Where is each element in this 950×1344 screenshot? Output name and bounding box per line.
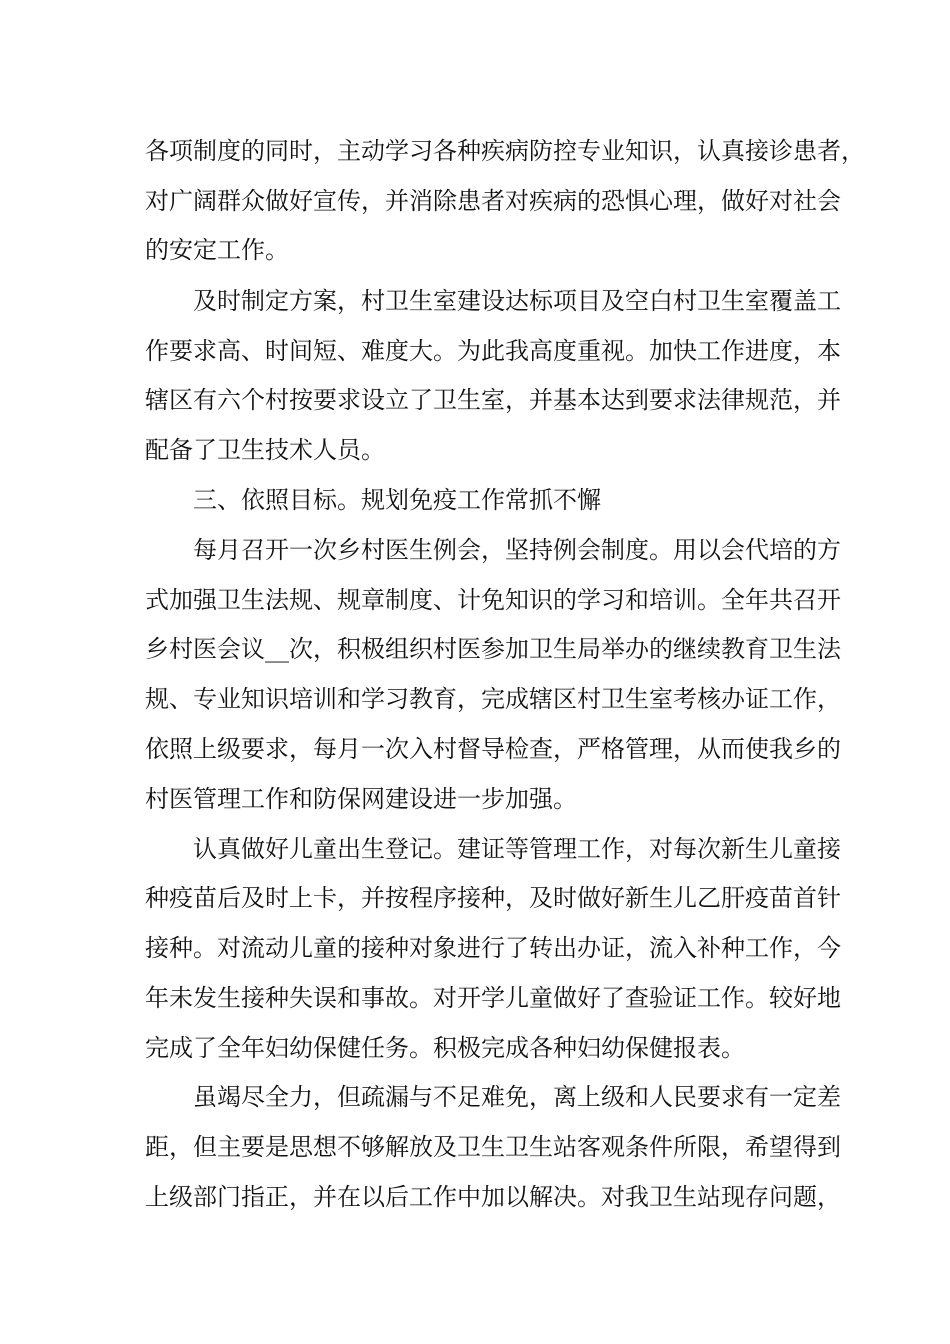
text-line: 完成了全年妇幼保健任务。积极完成各种妇幼保健报表。 [145,1034,745,1062]
text-line: 年未发生接种失误和事故。对开学儿童做好了查验证工作。较好地 [145,984,841,1012]
text-line: 辖区有六个村按要求设立了卫生室，并基本达到要求法律规范，并 [145,386,841,414]
text-line: 的安定工作。 [145,236,289,264]
paragraph-first-line: 认真做好儿童出生登记。建证等管理工作，对每次新生儿童接 [193,835,841,863]
section-heading: 三、依照目标。规划免疫工作常抓不懈 [193,486,601,514]
text-line: 接种。对流动儿童的接种对象进行了转出办证，流入补种工作，今 [145,934,841,962]
text-line: 依照上级要求，每月一次入村督导检查，严格管理，从而使我乡的 [145,735,841,763]
text-line: 村医管理工作和防保网建设进一步加强。 [145,785,577,813]
text-line: 各项制度的同时，主动学习各种疾病防控专业知识，认真接诊患者， [145,137,865,165]
text-line: 式加强卫生法规、规章制度、计免知识的学习和培训。全年共召开 [145,586,841,614]
text-line: 距，但主要是思想不够解放及卫生卫生站客观条件所限，希望得到 [145,1133,841,1161]
text-line: 配备了卫生技术人员。 [145,436,385,464]
paragraph-first-line: 及时制定方案，村卫生室建设达标项目及空白村卫生室覆盖工 [193,287,841,315]
text-line: 种疫苗后及时上卡，并按程序接种，及时做好新生儿乙肝疫苗首针 [145,884,841,912]
paragraph-first-line: 每月召开一次乡村医生例会，坚持例会制度。用以会代培的方 [193,536,841,564]
text-line: 对广阔群众做好宣传，并消除患者对疾病的恐惧心理，做好对社会 [145,187,841,215]
text-line: 乡村医会议__次，积极组织村医参加卫生局举办的继续教育卫生法 [145,635,841,663]
text-line: 上级部门指正，并在以后工作中加以解决。对我卫生站现存问题， [145,1183,841,1211]
text-line: 规、专业知识培训和学习教育，完成辖区村卫生室考核办证工作， [145,685,841,713]
paragraph-first-line: 虽竭尽全力，但疏漏与不足难免，离上级和人民要求有一定差 [193,1083,841,1111]
text-line: 作要求高、时间短、难度大。为此我高度重视。加快工作进度，本 [145,337,841,365]
